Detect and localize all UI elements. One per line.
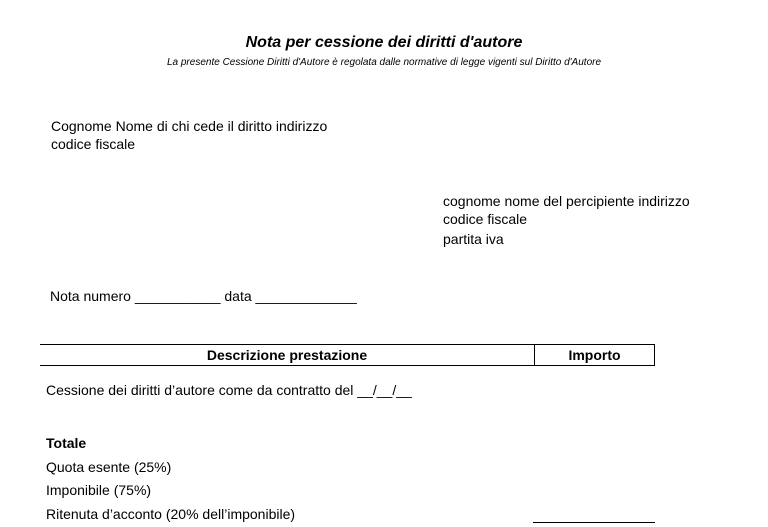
note-number-row: [50, 286, 357, 306]
column-amount: Importo: [568, 347, 621, 363]
ceding-party-line1: Cognome Nome di chi cede il diritto indirizzo: [51, 118, 328, 134]
services-table-header: [40, 344, 655, 366]
note-number-label: Nota numero: [50, 288, 131, 304]
recipient-line2: codice fiscale: [443, 211, 528, 227]
amount-underline: [533, 522, 655, 523]
recipient-line3: partita iva: [443, 231, 504, 247]
column-description: Descrizione prestazione: [40, 345, 535, 365]
note-date-blank: _____________: [255, 288, 357, 304]
ceding-party-line2: codice fiscale: [51, 136, 136, 152]
recipient-line1: cognome nome del percipiente indirizzo: [443, 193, 690, 209]
document-title: Nota per cessione dei diritti d'autore: [245, 34, 523, 51]
taxable-label: Imponibile (75%): [46, 482, 152, 498]
note-number-blank: ___________: [134, 288, 221, 304]
document-subtitle: La presente Cessione Diritti d'Autore è regolata dalle normative di legge vigenti sul Diritto d'Autore: [166, 57, 602, 68]
total-label: Totale: [46, 435, 87, 451]
withholding-label: Ritenuta d’acconto (20% dell’imponibile): [46, 506, 296, 522]
note-date-label: data: [224, 288, 252, 304]
service-line: Cessione dei diritti d’autore come da contratto del __/__/__: [46, 382, 412, 398]
exempt-quota-label: Quota esente (25%): [46, 459, 172, 475]
